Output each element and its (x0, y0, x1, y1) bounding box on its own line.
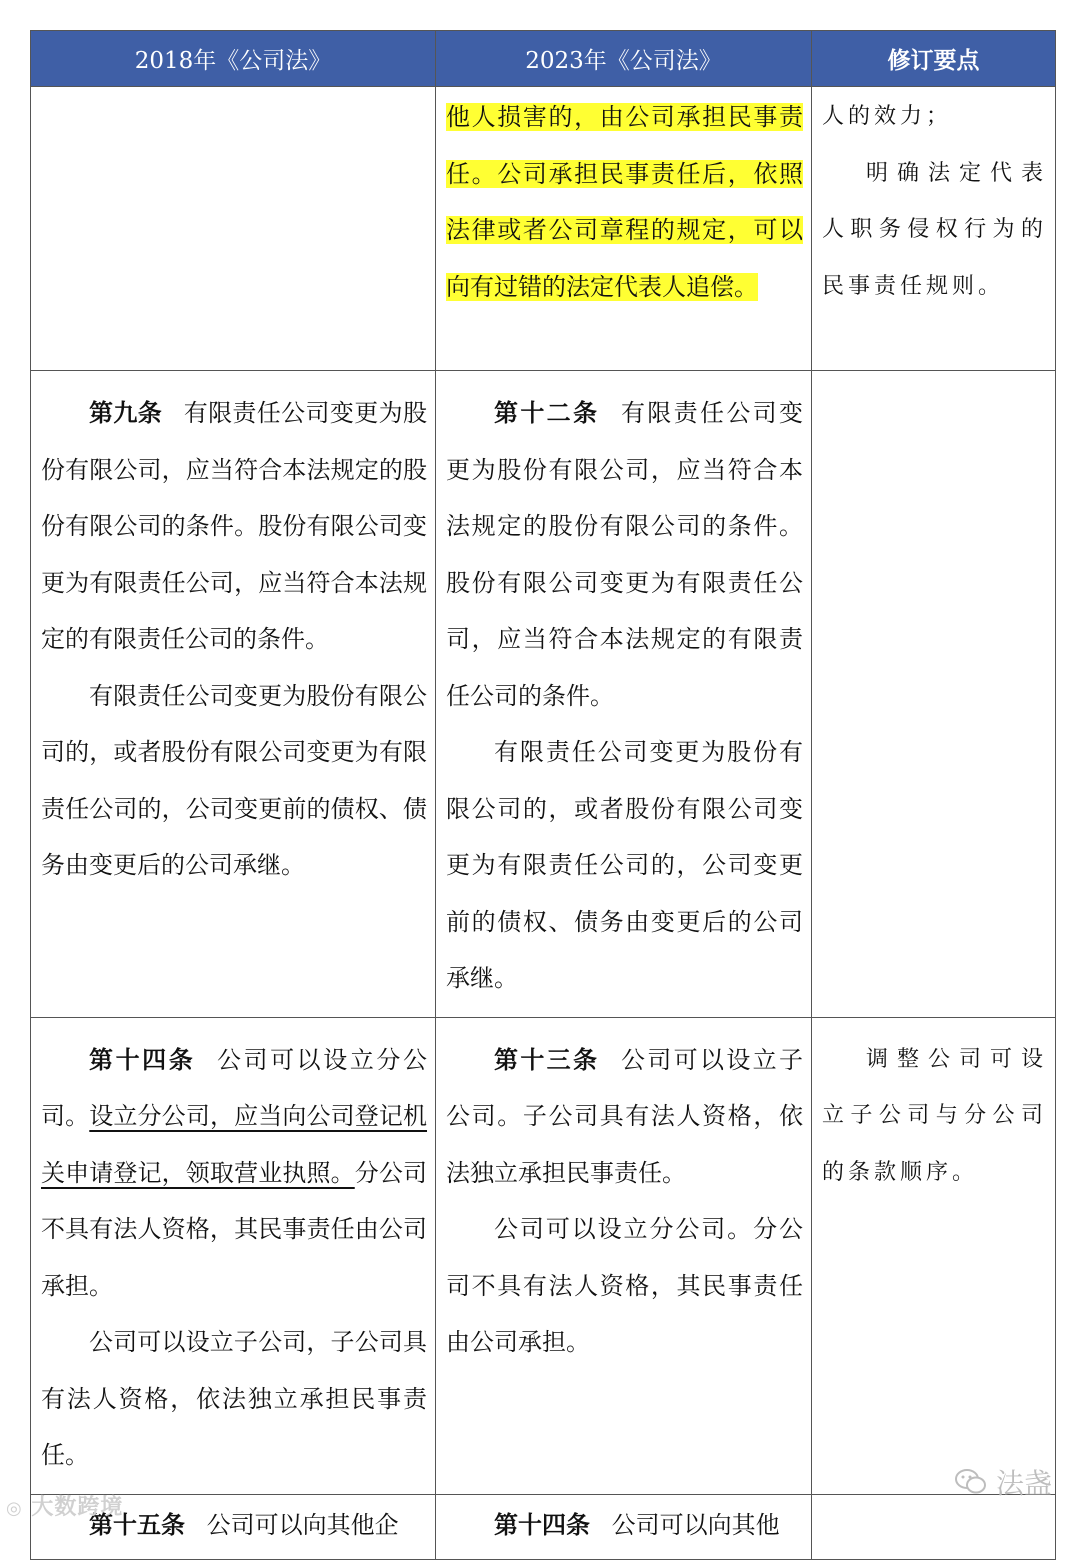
cell-note (812, 87, 1056, 371)
article-text: 有限责任公司变更为股份有限公司，应当符合本法规定的股份有限公司的条件。股份有限公司变更为有限责任公司，应当符合本法规定的有限责任公司的条件。 (446, 399, 804, 710)
watermark-logo-icon: ◎ (6, 1498, 23, 1519)
header-revision-points: 修订要点 (812, 31, 1056, 87)
cell-2023 (436, 1017, 812, 1494)
article-text: 公司可以设立子公司，子公司具有法人资格，依法独立承担民事责任。 (41, 1328, 427, 1469)
article-number: 第十五条 (89, 1509, 185, 1539)
article-text: 公司可以向其他 (611, 1510, 780, 1539)
header-2023: 2023年《公司法》 (436, 31, 812, 87)
article-text: 有限责任公司变更为股份有限公司的，或者股份有限公司变更为有限责任公司的，公司变更前的债权、债务由变更后的公司承继。 (446, 738, 803, 992)
article-number: 第十二条 (494, 398, 600, 427)
article-text: 公司可以向其他企 (206, 1510, 399, 1539)
article-text: 公司可以设立分公司。 (41, 1045, 428, 1130)
header-2018: 2018年《公司法》 (31, 31, 436, 87)
cell-2023 (436, 87, 812, 371)
note-text: 人的效力； (822, 104, 953, 129)
article-number: 第九条 (89, 398, 163, 427)
article-text: 分公司不具有法人资格，其民事责任由公司承担。 (41, 1158, 428, 1300)
cell-note (812, 1017, 1056, 1494)
article-text: 公司可以设立子公司。子公司具有法人资格，依法独立承担民事责任。 (446, 1045, 804, 1187)
article-text: 有限责任公司变更为股份有限公司的，或者股份有限公司变更为有限责任公司的，公司变更前的债权、债务由变更后的公司承继。 (41, 681, 427, 879)
watermark-right-text: 法盏 (995, 1467, 1052, 1500)
cell-2018 (31, 371, 436, 1018)
table-header-row (31, 31, 1056, 87)
underlined-text: 设立分公司，应当向公司登记机关申请登记，领取营业执照。 (41, 1102, 428, 1187)
table-row (31, 1017, 1056, 1494)
article-text: 公司可以设立分公司。分公司不具有法人资格，其民事责任由公司承担。 (446, 1215, 803, 1356)
article-number: 第十四条 (494, 1509, 590, 1539)
article-number: 第十三条 (494, 1044, 600, 1074)
note-text: 明确法定代表人职务侵权行为的民事责任规则。 (822, 160, 1047, 299)
note-text: 调整公司可设立子公司与分公司的条款顺序。 (822, 1046, 1047, 1185)
article-text: 有限责任公司变更为股份有限公司，应当符合本法规定的股份有限公司的条件。股份有限公司变更为有限责任公司，应当符合本法规定的有限责任公司的条件。 (41, 399, 428, 653)
table-row (31, 371, 1056, 1018)
highlighted-text: 他人损害的，由公司承担民事责任。公司承担民事责任后，依照法律或者公司章程的规定，可以向有过错的法定代表人追偿。 (446, 103, 803, 301)
cell-2018 (31, 87, 436, 371)
cell-2023 (436, 371, 812, 1018)
watermark-left (6, 1490, 123, 1521)
cell-note (812, 371, 1056, 1018)
article-number: 第十四条 (89, 1044, 196, 1074)
wechat-icon (954, 1468, 988, 1496)
cell-2018 (31, 1017, 436, 1494)
comparison-table (30, 30, 1056, 1560)
watermark-right (954, 1462, 1052, 1502)
table-row (31, 87, 1056, 371)
watermark-left-text: 大数跨境 (31, 1495, 124, 1520)
